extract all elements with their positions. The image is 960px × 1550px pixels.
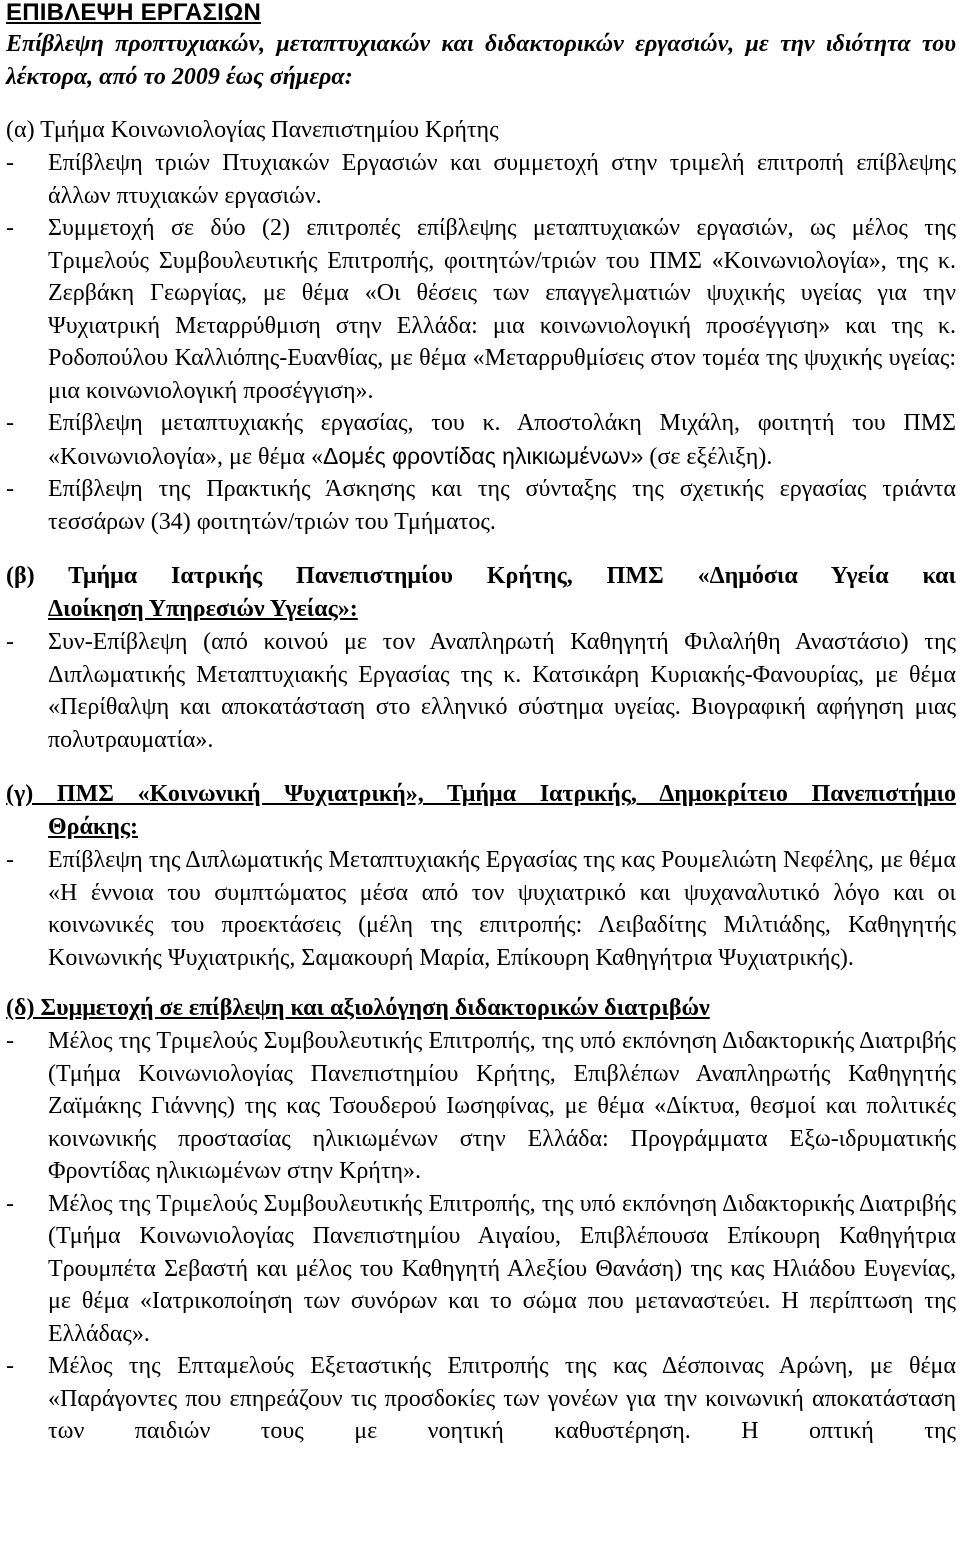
list-dash: - — [6, 215, 14, 241]
document-page — [6, 0, 956, 1448]
section-d-heading — [6, 992, 956, 1025]
section-c-item-1 — [6, 844, 956, 974]
item-text-part3: (σε εξέλιξη). — [643, 443, 773, 470]
item-text: Μέλος της Τριμελούς Συμβουλευτικής Επιτροπής, της υπό εκπόνηση Διδακτορικής Διατριβής (Τμήμα Κοινωνιολογίας Πανεπιστημίου Αιγαίου, Επιβλέπουσα Επίκουρη Καθηγήτρια Τρουμπέτα Σεβαστή και μέλος του Καθηγητή Αλεξίου Θανάση) της κας Ηλιάδου Ευγενίας, με θέμα «Ιατρικοποίηση των συνόρων και το σώμα που μεταναστεύει. Η περίπτωση της Ελλάδας». — [48, 1190, 956, 1347]
section-a-heading: (α) Τμήμα Κοινωνιολογίας Πανεπιστημίου Κρήτης — [6, 117, 499, 143]
item-text: Συν-Επίβλεψη (από κοινού με τον Αναπληρωτή Καθηγητή Φιλαλήθη Αναστάσιο) της Διπλωματικής Μεταπτυχιακής Εργασίας της κ. Κατσικάρη Κυριακής-Φανουρίας, με θέμα «Περίθαλψη και αποκατάσταση στο ελληνικό σύστημα υγείας. Βιογραφική αφήγηση μιας πολυτραυματία». — [48, 629, 956, 753]
intro-paragraph: Επίβλεψη προπτυχιακών, μεταπτυχιακών και διδακτορικών εργασιών, με την ιδιότητα του λέκτορα, από το 2009 έως σήμερα: — [6, 31, 956, 90]
item-text: Επίβλεψη της Διπλωματικής Μεταπτυχιακής Εργασίας της κας Ρουμελιώτη Νεφέλης, με θέμα «Η έννοια του συμπτώματος μέσα από τον ψυχιατρικό και ψυχαναλυτικό λόγο και οι κοινωνικές του προεκτάσεις (μέλη της επιτροπής: Λειβαδίτης Μιλτιάδης, Καθηγητής Κοινωνικής Ψυχιατρικής, Σαμακουρή Μαρία, Επίκουρη Καθηγήτρια Ψυχιατρικής). — [48, 847, 956, 971]
list-dash: - — [6, 410, 14, 436]
item-text: Επίβλεψη τριών Πτυχιακών Εργασιών και συμμετοχή στην τριμελή επιτροπή επίβλεψης άλλων πτυχιακών εργασιών. — [48, 150, 956, 209]
section-c-heading-line2: Θράκης: — [48, 814, 138, 840]
item-text: Μέλος της Επταμελούς Εξεταστικής Επιτροπής της κας Δέσποινας Αρώνη, με θέμα «Παράγοντες που επηρεάζουν τις προσδοκίες των γονέων για την κοινωνική αποκατάσταση των παιδιών τους με νοητική καθυστέρηση. Η οπτική της — [48, 1353, 956, 1444]
section-b-heading-line2: Διοίκηση Υπηρεσιών Υγείας»: — [48, 596, 358, 622]
section-b-heading — [6, 560, 956, 626]
list-dash: - — [6, 629, 14, 655]
section-a-item-2 — [6, 212, 956, 407]
item-text-part2: Δομές φροντίδας ηλικιωμένων» — [322, 442, 644, 469]
section-a-item-3 — [6, 407, 956, 473]
list-dash: - — [6, 150, 14, 176]
item-text: Επίβλεψη της Πρακτικής Άσκησης και της σύνταξης της σχετικής εργασίας τριάντα τεσσάρων (34) φοιτητών/τριών του Τμήματος. — [48, 476, 956, 535]
section-d-item-3 — [6, 1350, 956, 1448]
page-title: ΕΠΙΒΛΕΨΗ ΕΡΓΑΣΙΩΝ — [6, 0, 261, 26]
list-dash: - — [6, 476, 14, 502]
item-text-part1: Επίβλεψη μεταπτυχιακής εργασίας, του κ. Αποστολάκη Μιχάλη, φοιτητή του ΠΜΣ «Κοινωνιολογία», με θέμα « — [48, 410, 956, 470]
list-dash: - — [6, 1028, 14, 1054]
section-d-heading-text: (δ) Συμμετοχή σε επίβλεψη και αξιολόγηση διδακτορικών διατριβών — [6, 995, 710, 1021]
list-dash: - — [6, 847, 14, 873]
item-text: Μέλος της Τριμελούς Συμβουλευτικής Επιτροπής, της υπό εκπόνηση Διδακτορικής Διατριβής (Τμήμα Κοινωνιολογίας Πανεπιστημίου Κρήτης, Επιβλέπων Αναπληρωτής Καθηγητής Ζαϊμάκης Γιάννης) της κας Τσουδερού Ιωσηφίνας, με θέμα «Δίκτυα, θεσμοί και πολιτικές κοινωνικής προστασίας ηλικιωμένων στην Ελλάδα: Προγράμματα Εξω-ιδρυματικής Φροντίδας ηλικιωμένων στην Κρήτη». — [48, 1028, 956, 1184]
section-d-item-1 — [6, 1025, 956, 1188]
section-c-heading — [6, 778, 956, 844]
list-dash: - — [6, 1190, 14, 1217]
section-a-item-4 — [6, 473, 956, 538]
section-a-item-1 — [6, 147, 956, 212]
section-c-heading-line1: (γ) ΠΜΣ «Κοινωνική Ψυχιατρική», Τμήμα Ιατρικής, Δημοκρίτειο Πανεπιστήμιο — [6, 781, 956, 807]
section-d-item-2 — [6, 1188, 956, 1351]
item-text: Συμμετοχή σε δύο (2) επιτροπές επίβλεψης μεταπτυχιακών εργασιών, ως μέλος της Τριμελούς Συμβουλευτικής Επιτροπής, φοιτητών/τριών του ΠΜΣ «Κοινωνιολογία», της κ. Ζερβάκη Γεωργίας, με θέμα «Οι θέσεις των επαγγελματιών ψυχικής υγείας για την Ψυχιατρική Μεταρρύθμιση στην Ελλάδα: μια κοινωνιολογική προσέγγιση» και της κ. Ροδοπούλου Καλλιόπης-Ευανθίας, με θέμα «Μεταρρυθμίσεις στον τομέα της ψυχικής υγείας: μια κοινωνιολογική προσέγγιση». — [48, 215, 956, 404]
list-dash: - — [6, 1353, 14, 1379]
section-b-item-1 — [6, 626, 956, 756]
section-b-heading-line1: (β) Τμήμα Ιατρικής Πανεπιστημίου Κρήτης, ΠΜΣ «Δημόσια Υγεία και — [6, 563, 956, 589]
